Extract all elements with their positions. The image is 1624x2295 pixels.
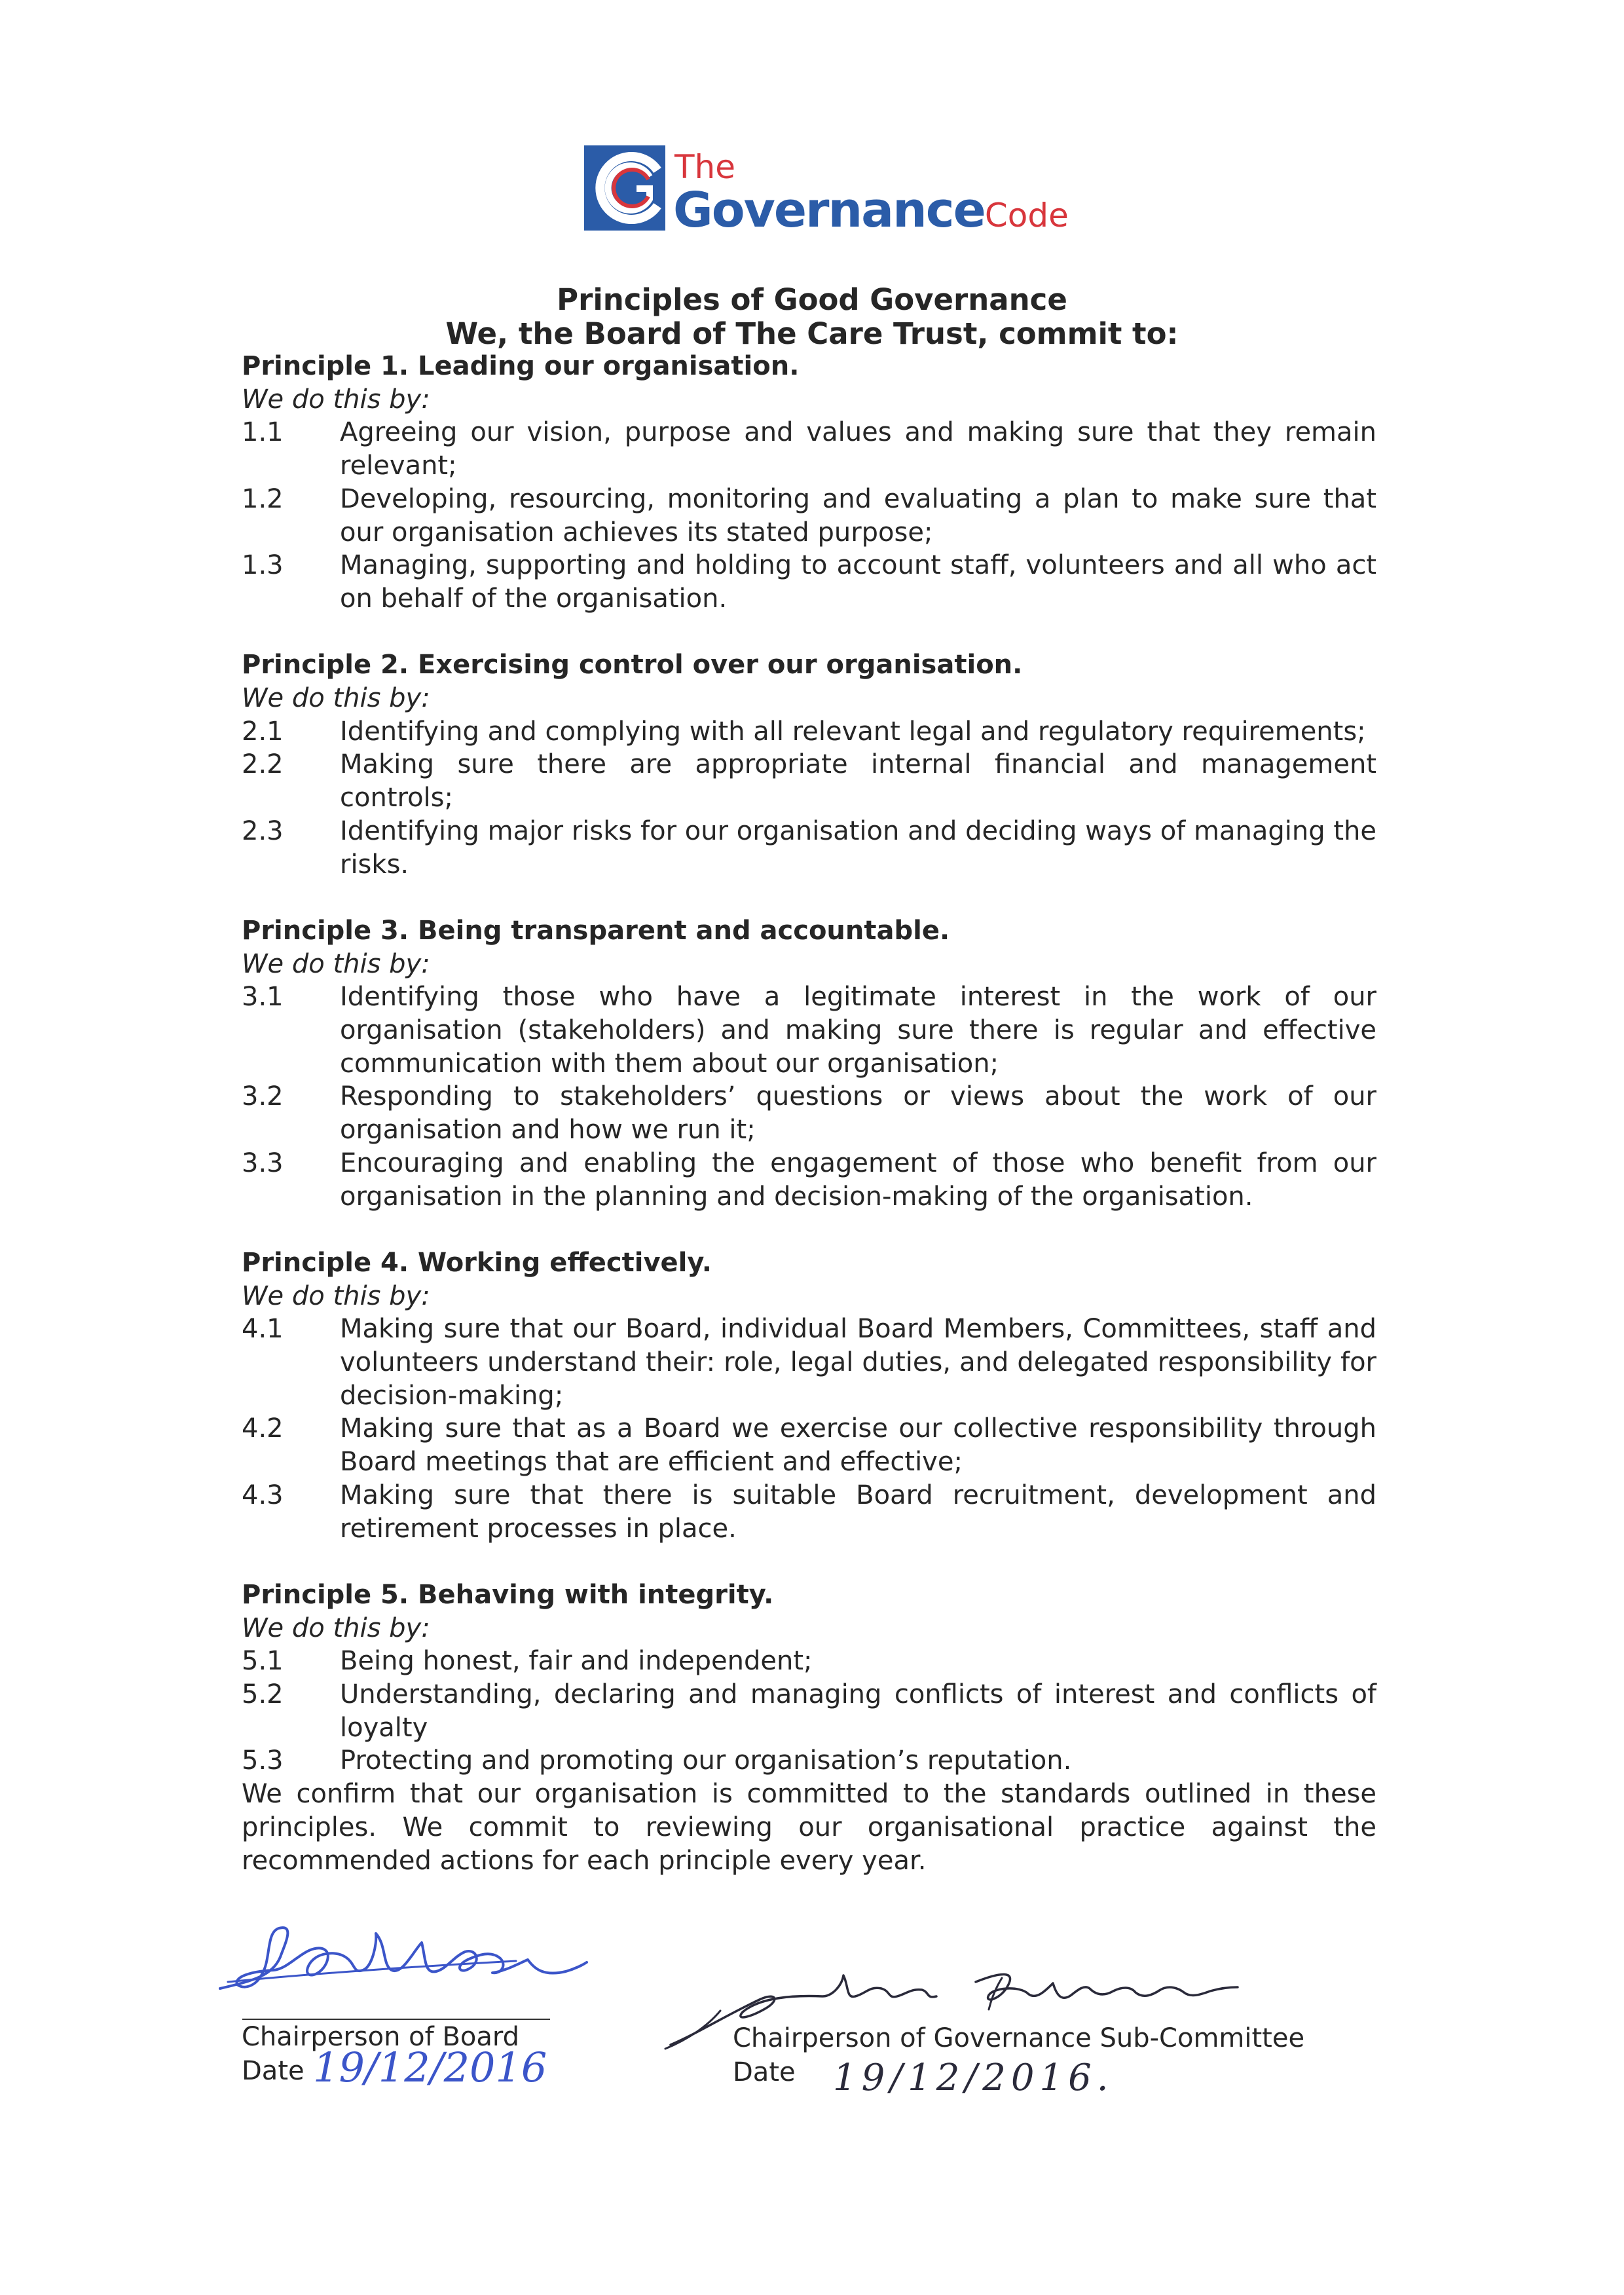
document-title: Principles of Good Governance	[557, 282, 1067, 317]
item-text: Making sure there are appropriate internal financial and management controls;	[340, 749, 1376, 813]
principle-heading: Principle 4. Working effectively.	[242, 1247, 712, 1278]
logo-the-text: The	[674, 148, 735, 186]
item-text: Agreeing our vision, purpose and values and making sure that they remain relevant;	[340, 417, 1376, 481]
item-text: Encouraging and enabling the engagement of those who benefit from our organisation in the planning and decision-making of the organisation.	[340, 1148, 1376, 1212]
item-text: Identifying and complying with all relevant legal and regulatory requirements;	[340, 716, 1366, 747]
item-number: 4.2	[242, 1413, 284, 1444]
we-do-this-by: We do this by:	[242, 683, 430, 714]
principle-item	[242, 1645, 1376, 1678]
document-subtitle: We, the Board of The Care Trust, commit to:	[445, 316, 1179, 351]
principle-item	[242, 1313, 1376, 1412]
principle-item	[242, 483, 1376, 549]
item-text: Identifying major risks for our organisation and deciding ways of managing the risks.	[340, 815, 1376, 880]
logo-code-text: Code	[984, 196, 1069, 234]
board-chair-role: Chairperson of Board	[242, 2022, 520, 2052]
item-number: 1.3	[242, 550, 284, 581]
item-number: 3.1	[242, 982, 284, 1013]
item-text: Developing, resourcing, monitoring and evaluating a plan to make sure that our organisation achieves its stated purpose;	[340, 483, 1376, 548]
item-number: 2.2	[242, 749, 284, 780]
item-text: Responding to stakeholders’ questions or views about the work of our organisation and how we run it;	[340, 1081, 1376, 1146]
principle-item	[242, 1479, 1376, 1545]
item-text: Understanding, declaring and managing conflicts of interest and conflicts of loyalty	[340, 1679, 1376, 1743]
closing-statement: We confirm that our organisation is committed to the standards outlined in these principles. We commit to reviewing our organisational practice against the recommended actions for each principle every year.	[242, 1779, 1376, 1876]
board-chair-date-label: Date	[242, 2056, 304, 2086]
principle-section	[242, 1246, 1376, 1545]
item-text: Being honest, fair and independent;	[340, 1646, 813, 1677]
board-chair-date: 19/12/2016	[313, 2043, 547, 2091]
item-text: Making sure that there is suitable Board recruitment, development and retirement processes in place.	[340, 1480, 1376, 1544]
item-number: 2.3	[242, 815, 284, 846]
we-do-this-by: We do this by:	[242, 1280, 430, 1311]
item-number: 3.2	[242, 1081, 284, 1112]
principle-section	[242, 1578, 1376, 1877]
principle-heading: Principle 2. Exercising control over our organisation.	[242, 650, 1023, 681]
principle-item	[242, 980, 1376, 1080]
item-text: Managing, supporting and holding to account staff, volunteers and all who act on behalf of the organisation.	[340, 550, 1376, 614]
we-do-this-by: We do this by:	[242, 948, 430, 979]
principle-item	[242, 549, 1376, 615]
governance-code-logo	[584, 145, 1069, 244]
item-text: Protecting and promoting our organisation’s reputation.	[340, 1745, 1072, 1776]
principle-item	[242, 1678, 1376, 1744]
principle-section	[242, 350, 1376, 616]
we-do-this-by: We do this by:	[242, 1613, 430, 1643]
principle-heading: Principle 5. Behaving with integrity.	[242, 1579, 774, 1610]
item-text: Making sure that our Board, individual Board Members, Committees, staff and volunteers understand their: role, legal duties, and delegated responsibility for decision-making;	[340, 1314, 1376, 1411]
board-chair-signature	[208, 1911, 588, 2009]
principle-item	[242, 1744, 1376, 1778]
principle-item	[242, 748, 1376, 814]
governance-chair-date-label: Date	[733, 2057, 796, 2087]
principle-item	[242, 815, 1376, 881]
we-do-this-by: We do this by:	[242, 384, 430, 415]
principle-item	[242, 1080, 1376, 1146]
principle-section	[242, 648, 1376, 881]
item-number: 5.3	[242, 1745, 284, 1776]
item-text: Making sure that as a Board we exercise our collective responsibility through Board meetings that are efficient and effective;	[340, 1413, 1376, 1478]
item-number: 5.2	[242, 1679, 284, 1710]
item-number: 1.1	[242, 417, 284, 448]
principle-heading: Principle 1. Leading our organisation.	[242, 351, 800, 381]
item-text: Identifying those who have a legitimate interest in the work of our organisation (stakeholders) and making sure there is regular and effective communication with them about our organisation;	[340, 982, 1376, 1079]
item-number: 4.3	[242, 1480, 284, 1510]
principle-heading: Principle 3. Being transparent and accountable.	[242, 915, 950, 946]
principle-item	[242, 1147, 1376, 1213]
principle-item	[242, 1412, 1376, 1478]
principle-section	[242, 914, 1376, 1213]
governance-chair-date: 19/12/2016.	[833, 2057, 1114, 2099]
item-number: 3.3	[242, 1148, 284, 1178]
logo-governance-text: GovernanceCode	[673, 182, 1069, 238]
item-number: 2.1	[242, 716, 284, 747]
governance-code-logo-icon	[584, 145, 665, 231]
governance-chair-role: Chairperson of Governance Sub-Committee	[733, 2023, 1305, 2053]
principles-list	[242, 350, 1376, 1877]
item-number: 4.1	[242, 1314, 284, 1345]
principle-item	[242, 715, 1376, 749]
item-number: 1.2	[242, 483, 284, 514]
principle-item	[242, 416, 1376, 482]
item-number: 5.1	[242, 1646, 284, 1677]
